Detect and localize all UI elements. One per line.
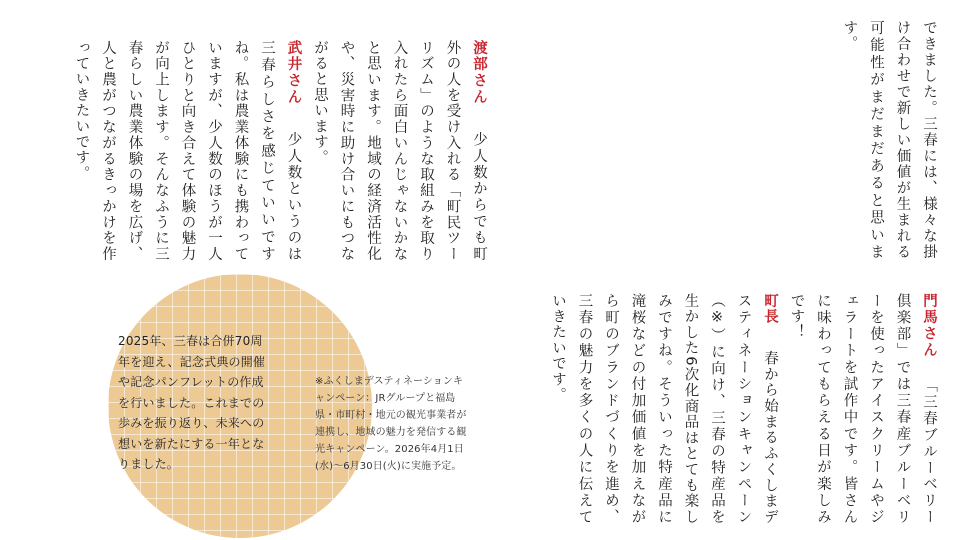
speaker-takei: 武井さん [285,40,302,106]
intro-text: できました。三春には、様々な掛け合わせで新しい価値が生まれる可能性がまだまだあると思います。 [841,20,937,260]
anniversary-callout: 2025年、三春は合併70周年を迎え、記念式典の開催や記念パンフレットの作成を行いました。これまでの歩みを振り返り、未来への想いを新たにする一年となりました。 [118,334,266,471]
chocho-remark: 春から始まるふくしまデスティネーションキャンペーン（※）に向け、三春の特産品を生かした6次化商品はとても楽しみですね。そういった特産品に滝桜などの付加価値を加えながら町のブランドづくりを進め、三春の魅力を多くの人に伝えていきたいです。 [550,293,778,526]
speaker-watanabe: 渡部さん [471,40,487,106]
dialogue-column-top [0,40,492,262]
watanabe-remark: 少人数からでも町外の人を受け入れる「町民ツーリズム」のような取組みを取り入れたら面白いんじゃないかなと思います。地域の経済活性化や、災害時に助け合いにもつながると思います。 [312,40,487,262]
intro-column [822,20,942,260]
dialogue-column-bottom [497,293,942,525]
speaker-kadoma: 門馬さん [921,293,937,359]
kadoma-remark: 「三春ブルーベリー倶楽部」では三春産ブルーベリーを使ったアイスクリームやジェラートを試作中です。皆さんに味わってもらえる日が楽しみです！ [788,293,937,525]
takei-remark: 少人数というのは三春らしさを感じていいですね。私は農業体験にも携わっていますが、少人数のほうが一人ひとりと向き合えて体験の魅力が向上します。そんなふうに三春らしい農業体験の場を広げ、人と農がつながるきっかけを作っていきたいです。 [73,40,302,262]
campaign-footnote: ※ふくしまデスティネーションキャンペーン：JRグループと福島県・市町村・地元の観光事業者が連携し、地域の魅力を発信する観光キャンペーン。2026年4月1日(水)～6月30日(火)に実施予定。 [315,376,467,472]
speaker-chocho: 町長 [762,293,778,325]
